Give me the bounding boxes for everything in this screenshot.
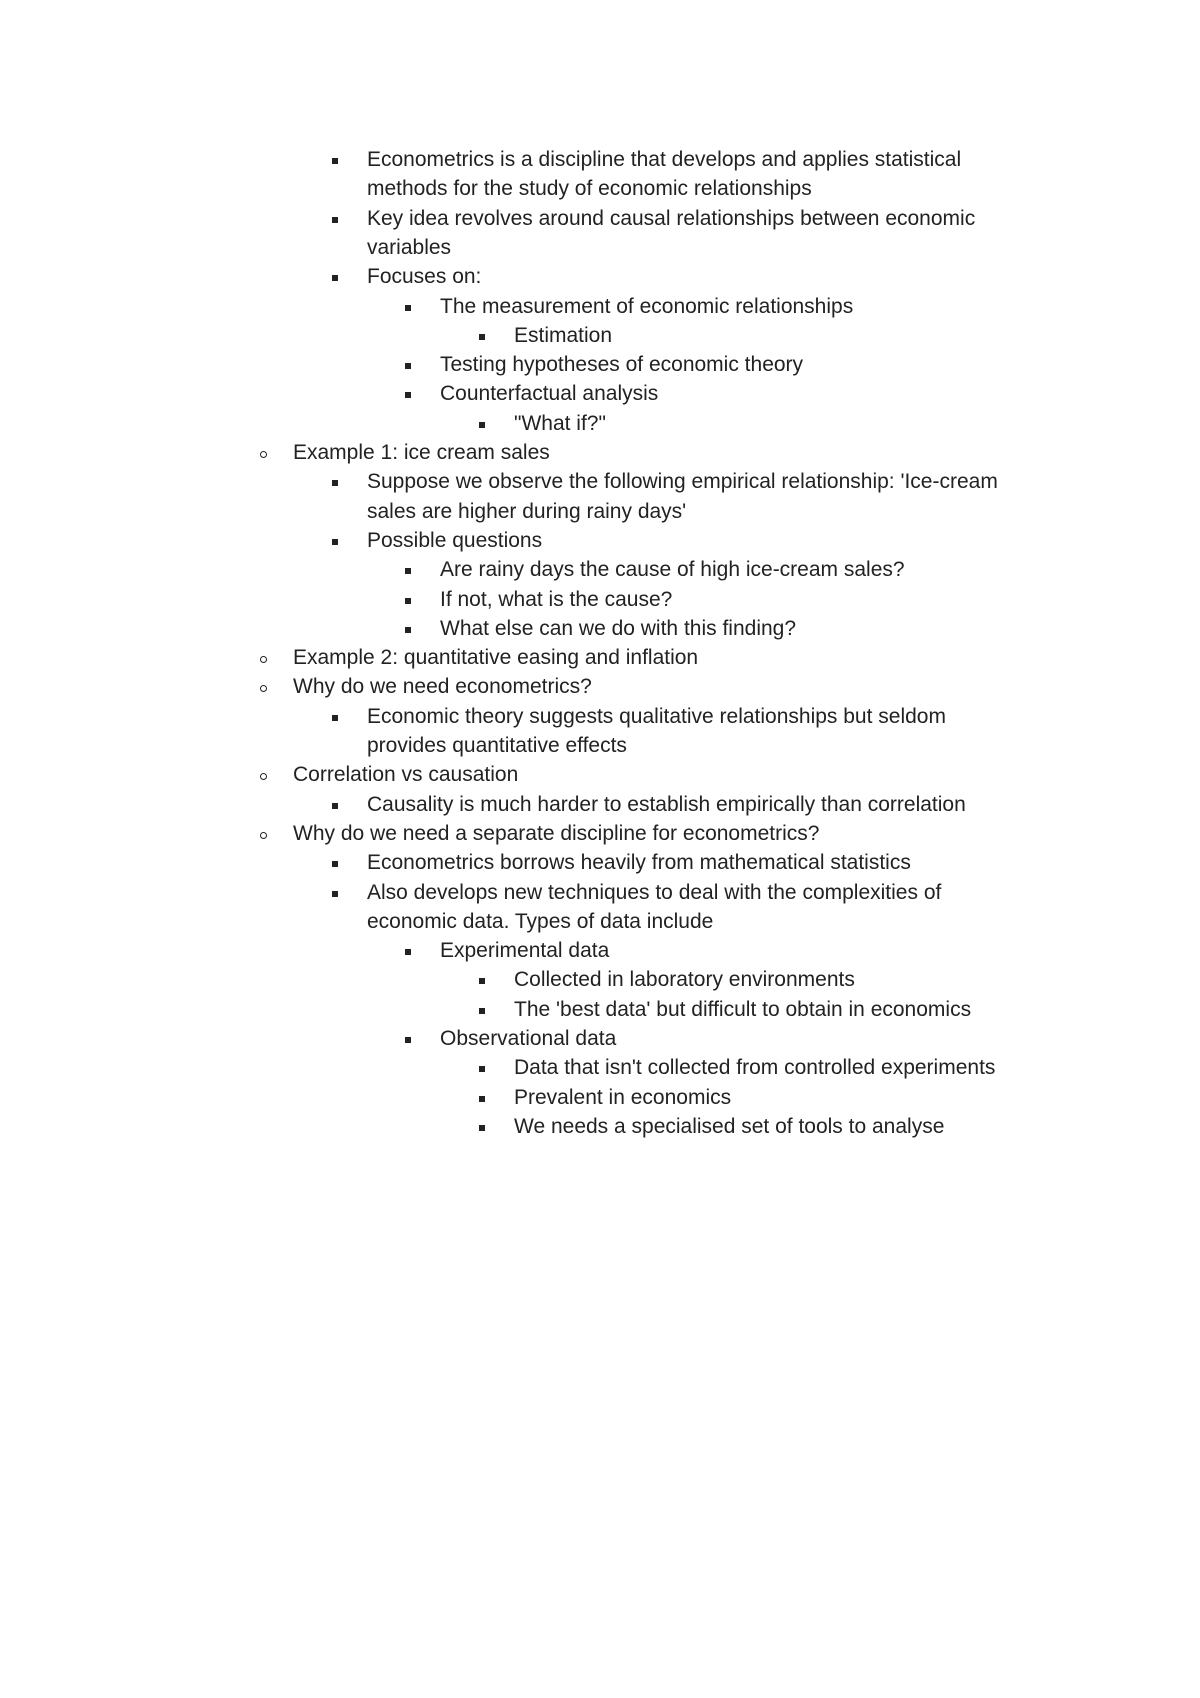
list-item-text: Focuses on:: [367, 265, 482, 289]
list-item-text: economic data. Types of data include: [367, 909, 714, 933]
circle-bullet-icon: [260, 685, 267, 692]
list-item-text: Also develops new techniques to deal with the complexities of: [367, 880, 942, 904]
list-item-text: What else can we do with this finding?: [440, 616, 797, 640]
square-bullet-icon: [332, 715, 338, 721]
circle-bullet-icon: [260, 451, 267, 458]
circle-bullet-icon: [260, 656, 267, 663]
list-item-text: Experimental data: [440, 939, 610, 963]
list-item-text: Example 2: quantitative easing and inflation: [293, 646, 699, 670]
list-item-text: Causality is much harder to establish empirically than correlation: [367, 792, 966, 816]
list-item-text: Estimation: [514, 323, 613, 347]
square-bullet-icon: [405, 949, 411, 955]
list-item-text: Economic theory suggests qualitative relationships but seldom: [367, 704, 946, 728]
list-item-text: Example 1: ice cream sales: [293, 441, 550, 464]
square-bullet-icon: [405, 305, 411, 311]
list-item-text: If not, what is the cause?: [440, 587, 673, 611]
square-bullet-icon: [332, 803, 338, 809]
square-bullet-icon: [479, 422, 485, 428]
square-bullet-icon: [332, 158, 338, 164]
list-item-text: Are rainy days the cause of high ice-cream sales?: [440, 558, 905, 582]
square-bullet-icon: [479, 978, 485, 984]
list-item-text: variables: [367, 235, 452, 259]
list-item-text: Possible questions: [367, 528, 543, 552]
list-item-text: Econometrics is a discipline that develops and applies statistical: [367, 148, 962, 171]
square-bullet-icon: [405, 363, 411, 369]
circle-bullet-icon: [260, 832, 267, 839]
list-item-text: Suppose we observe the following empirical relationship: 'Ice-cream: [367, 470, 998, 494]
list-item-text: Prevalent in economics: [514, 1085, 732, 1109]
list-item-text: Correlation vs causation: [293, 763, 519, 787]
square-bullet-icon: [332, 480, 338, 486]
square-bullet-icon: [479, 1125, 485, 1131]
list-item-text: We needs a specialised set of tools to analyse: [514, 1114, 945, 1138]
list-item-text: Why do we need econometrics?: [293, 675, 592, 699]
list-item-text: Observational data: [440, 1027, 617, 1050]
list-item-text: Collected in laboratory environments: [514, 968, 855, 992]
square-bullet-icon: [479, 1066, 485, 1072]
square-bullet-icon: [405, 627, 411, 633]
list-item-text: sales are higher during rainy days': [367, 499, 687, 523]
square-bullet-icon: [332, 217, 338, 223]
square-bullet-icon: [405, 392, 411, 398]
list-item-text: Why do we need a separate discipline for econometrics?: [293, 821, 820, 845]
square-bullet-icon: [405, 1037, 411, 1043]
list-item-text: Key idea revolves around causal relationships between economic: [367, 206, 976, 230]
list-item-text: The 'best data' but difficult to obtain in economics: [514, 997, 972, 1021]
square-bullet-icon: [332, 861, 338, 867]
square-bullet-icon: [479, 1008, 485, 1014]
list-item-text: Testing hypotheses of economic theory: [440, 353, 804, 377]
square-bullet-icon: [332, 891, 338, 897]
square-bullet-icon: [332, 275, 338, 281]
square-bullet-icon: [405, 568, 411, 574]
circle-bullet-icon: [260, 773, 267, 780]
list-item-text: The measurement of economic relationships: [440, 294, 854, 318]
square-bullet-icon: [479, 1096, 485, 1102]
list-item-text: Data that isn't collected from controlled experiments: [514, 1056, 996, 1080]
list-item-text: provides quantitative effects: [367, 734, 627, 757]
list-item-text: "What if?": [514, 411, 606, 435]
square-bullet-icon: [479, 334, 485, 340]
list-item-text: methods for the study of economic relationships: [367, 177, 812, 201]
square-bullet-icon: [405, 598, 411, 604]
square-bullet-icon: [332, 539, 338, 545]
list-item-text: Counterfactual analysis: [440, 382, 659, 406]
list-item-text: Econometrics borrows heavily from mathematical statistics: [367, 851, 911, 875]
